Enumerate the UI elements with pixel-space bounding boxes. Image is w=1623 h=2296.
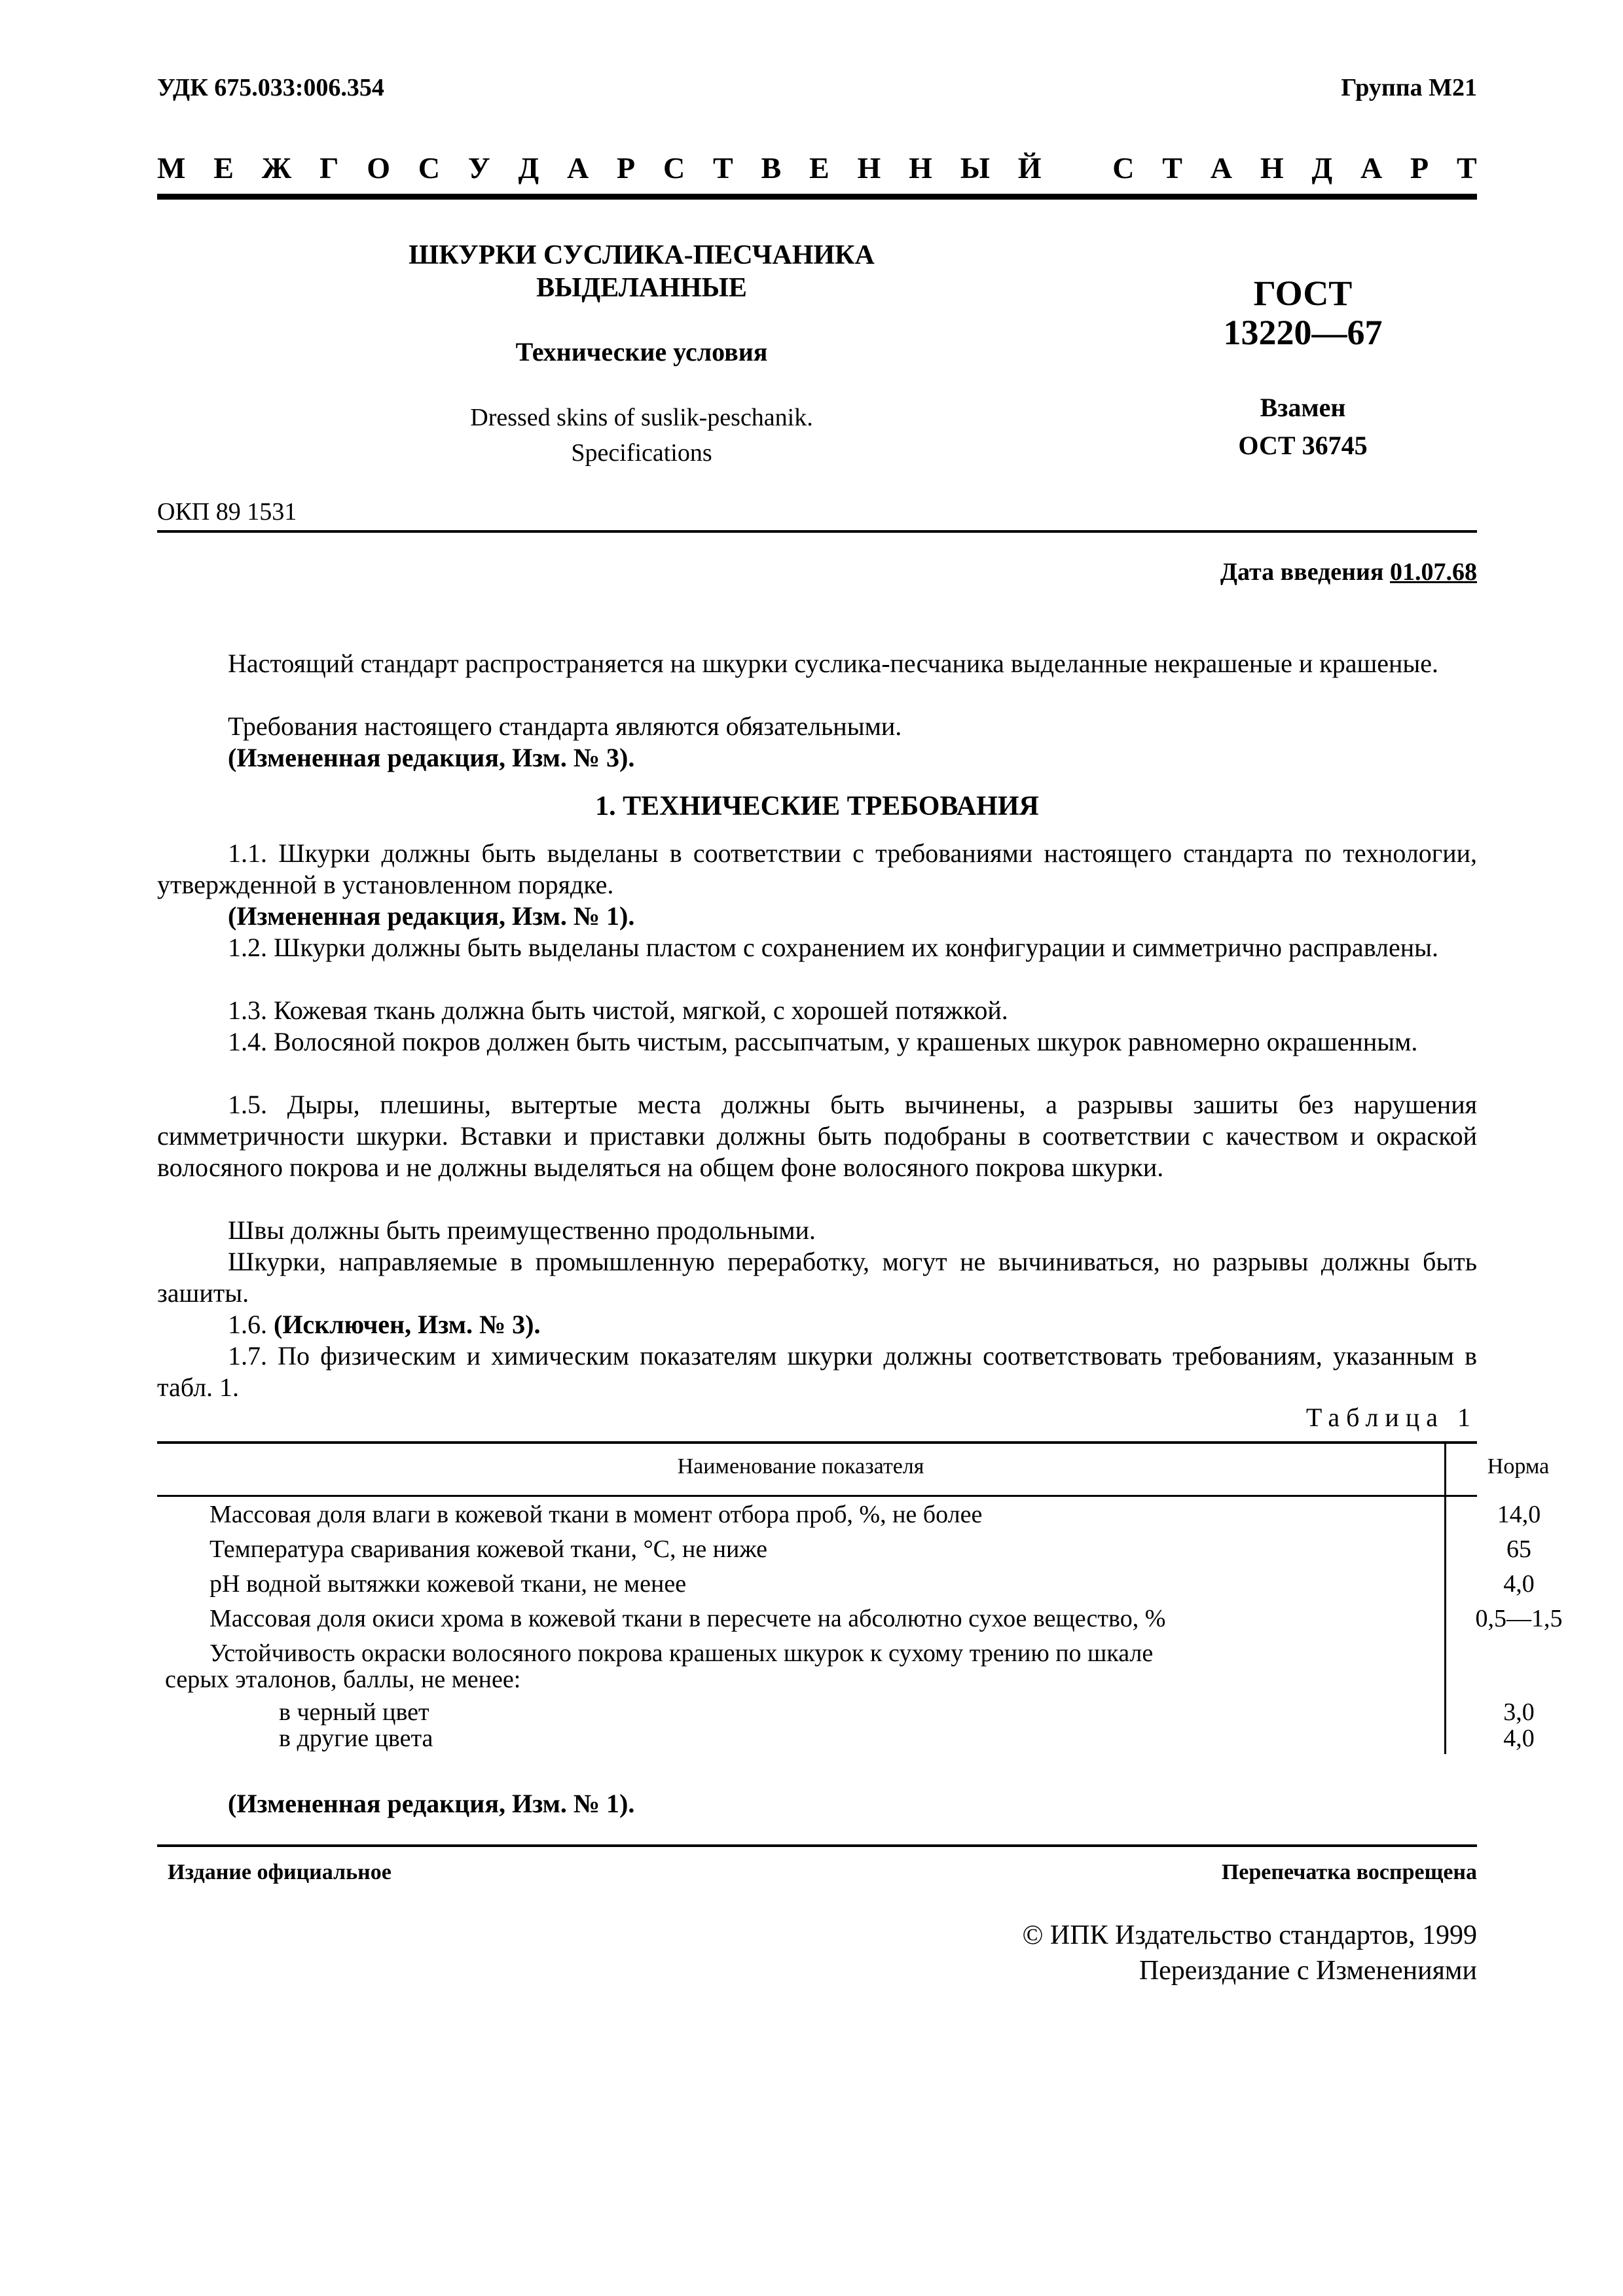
gost-block <box>1172 274 1434 465</box>
table-row-chrome: Массовая доля окиси хрома в кожевой ткани в пересчете на абсолютно сухое вещество, % <box>210 1605 1166 1632</box>
banner-letter: С <box>418 151 441 185</box>
udk-code: УДК 675.033:006.354 <box>157 74 384 101</box>
banner-letter: Д <box>1311 151 1333 185</box>
table-row-ph: рН водной вытяжки кожевой ткани, не менее <box>210 1570 687 1598</box>
table-value-chrome: 0,5—1,5 <box>1475 1605 1563 1632</box>
clause-1-4: 1.4. Волосяной покров должен быть чистым, рассыпчатым, у крашеных шкурок равномерно окрашенным. <box>228 1027 1418 1056</box>
table-row-fastness: Устойчивость окраски волосяного покрова крашеных шкурок к сухому трению по шкале <box>210 1640 1154 1667</box>
table-top-border <box>157 1441 1477 1444</box>
intro-mandatory: Требования настоящего стандарта являются обязательными. <box>228 711 902 741</box>
table-value-black: 3,0 <box>1503 1698 1535 1726</box>
reissue-line: Переиздание с Изменениями <box>1139 1956 1477 1986</box>
clause-1-3: 1.3. Кожевая ткань должна быть чистой, мягкой, с хорошей потяжкой. <box>228 996 1008 1025</box>
date-label: Дата введения <box>1220 558 1384 586</box>
banner-letter: О <box>367 151 390 185</box>
banner-letter: Р <box>617 151 636 185</box>
clause-1-5-industrial: Шкурки, направляемые в промышленную переработку, могут не вычиниваться, но разрывы должны быть зашиты. <box>157 1247 1477 1308</box>
banner-letter: С <box>663 151 685 185</box>
banner-letter: Е <box>213 151 234 185</box>
banner-letter: С <box>1112 151 1135 185</box>
banner-letter: Е <box>809 151 830 185</box>
table-column-divider <box>1444 1441 1446 1754</box>
clause-1-1-note: (Измененная редакция, Изм. № 1). <box>228 901 635 931</box>
banner-letter: Н <box>909 151 932 185</box>
clause-1-6-number: 1.6. <box>228 1310 267 1339</box>
date-introduction <box>1220 558 1477 586</box>
copyright-line: © ИПК Издательство стандартов, 1999 <box>1022 1920 1477 1950</box>
group-code: Группа М21 <box>1341 74 1477 101</box>
table-value-shrink-temp: 65 <box>1506 1535 1531 1563</box>
title-line-1: ШКУРКИ СУСЛИКА-ПЕСЧАНИКА <box>409 240 875 270</box>
banner-letter: А <box>566 151 589 185</box>
table-header-name: Наименование показателя <box>677 1454 924 1479</box>
banner-letter: Т <box>1456 151 1477 185</box>
clause-1-2: 1.2. Шкурки должны быть выделаны пластом с сохранением их конфигурации и симметрично расправлены. <box>228 933 1439 962</box>
banner-letter: Г <box>319 151 339 185</box>
clause-1-1: 1.1. Шкурки должны быть выделаны в соответствии с требованиями настоящего стандарта по технологии, утвержденной в установленном порядке. <box>157 838 1477 899</box>
banner-letter <box>1069 151 1084 185</box>
banner-letter: А <box>1210 151 1233 185</box>
title-english-1: Dressed skins of suslik-peschanik. <box>470 404 813 431</box>
table-row-black: в черный цвет <box>279 1698 429 1726</box>
intro-amendment-note: (Измененная редакция, Изм. № 3). <box>228 743 635 772</box>
table-header-norm: Норма <box>1487 1454 1550 1479</box>
table-header-border <box>157 1495 1477 1497</box>
title-english-2: Specifications <box>571 439 712 467</box>
table-caption: Таблица 1 <box>1305 1403 1477 1432</box>
banner-letter: Ы <box>960 151 990 185</box>
banner-letter: Т <box>713 151 733 185</box>
table-amendment-note: (Измененная редакция, Изм. № 1). <box>228 1789 635 1818</box>
banner-letter: Д <box>518 151 539 185</box>
title-line-2: ВЫДЕЛАННЫЕ <box>536 273 747 303</box>
banner-letter: В <box>761 151 782 185</box>
table-row-shrink-temp: Температура сваривания кожевой ткани, °С, не ниже <box>210 1535 767 1563</box>
title-block <box>367 239 917 471</box>
table-row-moisture: Массовая доля влаги в кожевой ткани в момент отбора проб, %, не более <box>210 1501 983 1528</box>
replaces-label: Взамен <box>1260 393 1346 422</box>
banner-letter: М <box>157 151 186 185</box>
banner-letter: Н <box>1260 151 1284 185</box>
clause-1-5-seams: Швы должны быть преимущественно продольными. <box>228 1215 816 1245</box>
banner-letter: Н <box>857 151 881 185</box>
replaces-value: ОСТ 36745 <box>1238 431 1368 460</box>
banner-letter: Т <box>1162 151 1182 185</box>
header-divider-thick <box>157 194 1477 200</box>
official-edition: Издание официальное <box>168 1860 392 1884</box>
interstate-standard-banner <box>157 151 1477 185</box>
footer-divider <box>157 1844 1477 1847</box>
table-value-moisture: 14,0 <box>1497 1501 1541 1528</box>
banner-letter: Ж <box>261 151 292 185</box>
clause-1-6 <box>157 1309 1477 1340</box>
table-value-ph: 4,0 <box>1503 1570 1535 1598</box>
table-row-other: в другие цвета <box>279 1725 433 1752</box>
gost-label: ГОСТ <box>1253 274 1353 313</box>
reprint-prohibited: Перепечатка воспрещена <box>1221 1860 1477 1884</box>
banner-letter: Й <box>1017 151 1042 185</box>
date-value: 01.07.68 <box>1390 558 1477 586</box>
banner-letter: А <box>1360 151 1383 185</box>
clause-1-7: 1.7. По физическим и химическим показателям шкурки должны соответствовать требованиям, указанным в табл. 1. <box>157 1341 1477 1402</box>
title-subtitle: Технические условия <box>515 337 768 367</box>
gost-number: 13220—67 <box>1223 313 1383 352</box>
banner-letter: У <box>467 151 490 185</box>
clause-1-6-note: (Исключен, Изм. № 3). <box>274 1310 541 1339</box>
table-row-fastness-cont: серых эталонов, баллы, не менее: <box>165 1666 521 1693</box>
table-value-other: 4,0 <box>1503 1725 1535 1752</box>
section-title: 1. ТЕХНИЧЕСКИЕ ТРЕБОВАНИЯ <box>595 791 1039 821</box>
okp-code: ОКП 89 1531 <box>157 498 297 526</box>
copyright-block <box>1022 1918 1477 1988</box>
banner-letter: Р <box>1410 151 1429 185</box>
intro-paragraph: Настоящий стандарт распространяется на шкурки суслика-песчаника выделанные некрашеные и крашеные. <box>228 649 1439 678</box>
okp-divider <box>157 530 1477 533</box>
clause-1-5: 1.5. Дыры, плешины, вытертые места должны быть вычинены, а разрывы зашиты без нарушения симметричности шкурки. Вставки и приставки должны быть подобраны в соответствии с качеством и окраской волосяного покрова и не должны выделяться на общем фоне волосяного покрова шкурки. <box>157 1090 1477 1182</box>
